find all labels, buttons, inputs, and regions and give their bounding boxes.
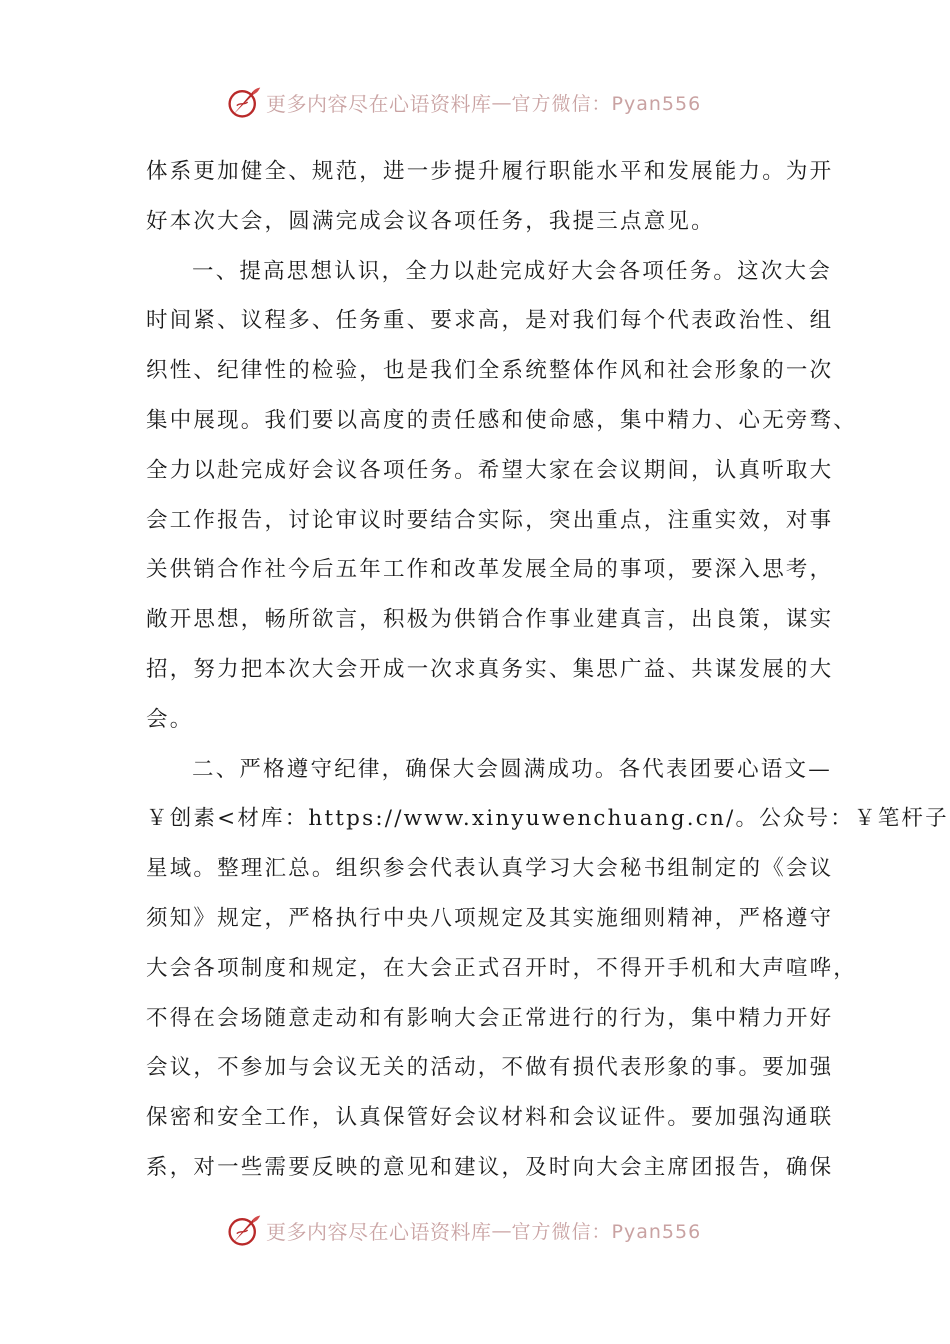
text-line: 好本次大会，圆满完成会议各项任务，我提三点意见。	[146, 208, 715, 234]
text-line: 体系更加健全、规范，进一步提升履行职能水平和发展能力。为开	[146, 159, 834, 184]
text-line: 星域。整理汇总。组织参会代表认真学习大会秘书组制定的《会议	[146, 856, 834, 882]
banner-slogan: 更多内容尽在心语资料库	[266, 91, 492, 116]
text-line: 须知》规定，严格执行中央八项规定及其实施细则精神，严格遵守	[146, 905, 834, 931]
text-line: 会工作报告，讨论审议时要结合实际，突出重点，注重实效，对事	[146, 507, 834, 533]
quill-logo-icon	[226, 84, 262, 120]
text-line: 会议，不参加与会议无关的活动，不做有损代表形象的事。要加强	[146, 1055, 834, 1081]
text-line: 大会各项制度和规定，在大会正式召开时，不得开手机和大声喧哗，	[146, 955, 858, 981]
banner-dash: —	[491, 1218, 512, 1242]
paragraph-heading-2: 二、严格遵守纪律，确保大会圆满成功。各代表团要心语文—	[192, 756, 832, 782]
banner-wechat: 官方微信：Pyan556	[511, 1220, 702, 1243]
document-body	[146, 147, 949, 1193]
text-line: 时间紧、议程多、任务重、要求高，是对我们每个代表政治性、组	[146, 308, 834, 334]
banner-slogan: 更多内容尽在心语资料库	[266, 1219, 492, 1244]
text-line: 全力以赴完成好会议各项任务。希望大家在会议期间，认真听取大	[146, 457, 834, 483]
text-line: ￥创素<材库：https://www.xinyuwenchuang.cn/。公众号：￥笔杆子	[146, 806, 949, 832]
text-line: 保密和安全工作，认真保管好会议材料和会议证件。要加强沟通联	[146, 1105, 834, 1131]
paragraph-heading-1: 一、提高思想认识，全力以赴完成好大会各项任务。这次大会	[192, 258, 832, 284]
text-line: 关供销合作社今后五年工作和改革发展全局的事项，要深入思考，	[146, 557, 834, 583]
text-line: 系，对一些需要反映的意见和建议，及时向大会主席团报告，确保	[146, 1154, 834, 1180]
text-line: 集中展现。我们要以高度的责任感和使命感，集中精力、心无旁骛、	[146, 407, 858, 433]
banner-wechat: 官方微信：Pyan556	[511, 92, 702, 115]
header-banner	[226, 82, 746, 122]
banner-dash: —	[491, 90, 512, 114]
text-line: 织性、纪律性的检验，也是我们全系统整体作风和社会形象的一次	[146, 358, 834, 384]
text-line: 不得在会场随意走动和有影响大会正常进行的行为，集中精力开好	[146, 1005, 834, 1031]
text-line: 敞开思想，畅所欲言，积极为供销合作事业建真言，出良策，谋实	[146, 607, 834, 633]
text-line: 招，努力把本次大会开成一次求真务实、集思广益、共谋发展的大	[146, 656, 834, 682]
footer-banner	[226, 1210, 746, 1250]
quill-logo-icon	[226, 1212, 262, 1248]
text-line: 会。	[146, 706, 194, 732]
